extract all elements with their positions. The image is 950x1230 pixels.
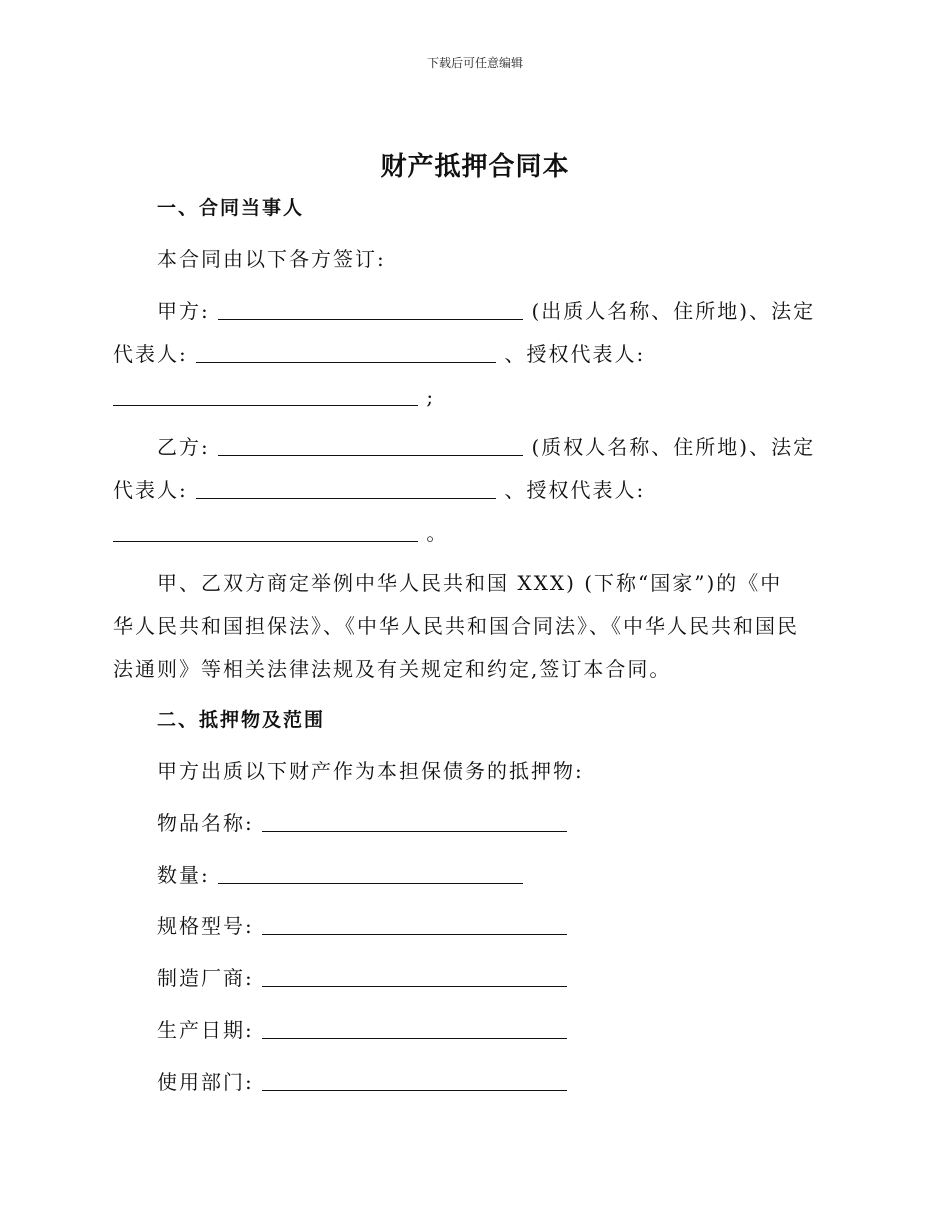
section-2-heading: 二、抵押物及范围 bbox=[157, 709, 326, 731]
party-b-line-1 bbox=[157, 433, 815, 461]
section-1-intro: 本合同由以下各方签订: bbox=[157, 247, 386, 271]
field-quantity bbox=[157, 861, 523, 889]
party-a-end: ; bbox=[426, 385, 436, 409]
party-a-auth-label: 、授权代表人: bbox=[504, 342, 646, 366]
field-production-date-label: 生产日期: bbox=[157, 1018, 254, 1042]
section-1-heading: 一、合同当事人 bbox=[157, 197, 305, 219]
party-a-rep-blank[interactable] bbox=[196, 342, 496, 363]
field-item-name-blank[interactable] bbox=[262, 811, 567, 832]
field-model-blank[interactable] bbox=[262, 914, 567, 935]
document-title: 财产抵押合同本 bbox=[380, 152, 570, 182]
party-a-rep-label: 代表人: bbox=[113, 342, 188, 366]
party-a-name-blank[interactable] bbox=[218, 299, 523, 320]
agreement-paragraph-line-3: 法通则》等相关法律法规及有关规定和约定,签订本合同。 bbox=[113, 657, 672, 681]
field-manufacturer-blank[interactable] bbox=[262, 966, 567, 987]
field-manufacturer-label: 制造厂商: bbox=[157, 966, 254, 990]
party-b-auth-label: 、授权代表人: bbox=[504, 478, 646, 502]
field-quantity-blank[interactable] bbox=[218, 863, 523, 884]
field-department bbox=[157, 1068, 567, 1096]
field-department-blank[interactable] bbox=[262, 1070, 567, 1091]
field-model bbox=[157, 912, 567, 940]
section-2-intro: 甲方出质以下财产作为本担保债务的抵押物: bbox=[157, 759, 584, 783]
party-b-label: 乙方: bbox=[157, 435, 210, 459]
party-a-auth-blank[interactable] bbox=[113, 385, 418, 406]
field-department-label: 使用部门: bbox=[157, 1070, 254, 1094]
party-b-line-2 bbox=[113, 476, 645, 504]
party-b-desc: (质权人名称、住所地)、法定 bbox=[531, 435, 816, 459]
party-b-line-3 bbox=[113, 519, 448, 547]
field-item-name bbox=[157, 809, 567, 837]
agreement-paragraph-line-2: 华人民共和国担保法》、《中华人民共和国合同法》、《中华人民共和国民 bbox=[113, 614, 799, 638]
party-b-auth-blank[interactable] bbox=[113, 521, 418, 542]
party-b-name-blank[interactable] bbox=[218, 435, 523, 456]
agreement-paragraph-line-1: 甲、乙双方商定举例中华人民共和国 XXX) (下称“国家”)的《中 bbox=[157, 571, 783, 595]
party-a-line-3 bbox=[113, 383, 435, 411]
field-manufacturer bbox=[157, 964, 567, 992]
party-b-rep-blank[interactable] bbox=[196, 478, 496, 499]
party-b-rep-label: 代表人: bbox=[113, 478, 188, 502]
party-a-label: 甲方: bbox=[157, 299, 210, 323]
field-item-name-label: 物品名称: bbox=[157, 811, 254, 835]
field-production-date-blank[interactable] bbox=[262, 1018, 567, 1039]
field-model-label: 规格型号: bbox=[157, 914, 254, 938]
field-quantity-label: 数量: bbox=[157, 863, 210, 887]
party-a-line-2 bbox=[113, 340, 645, 368]
header-note: 下载后可任意编辑 bbox=[426, 56, 523, 70]
field-production-date bbox=[157, 1016, 567, 1044]
party-b-end: 。 bbox=[426, 521, 449, 545]
party-a-desc: (出质人名称、住所地)、法定 bbox=[531, 299, 816, 323]
party-a-line-1 bbox=[157, 297, 815, 325]
